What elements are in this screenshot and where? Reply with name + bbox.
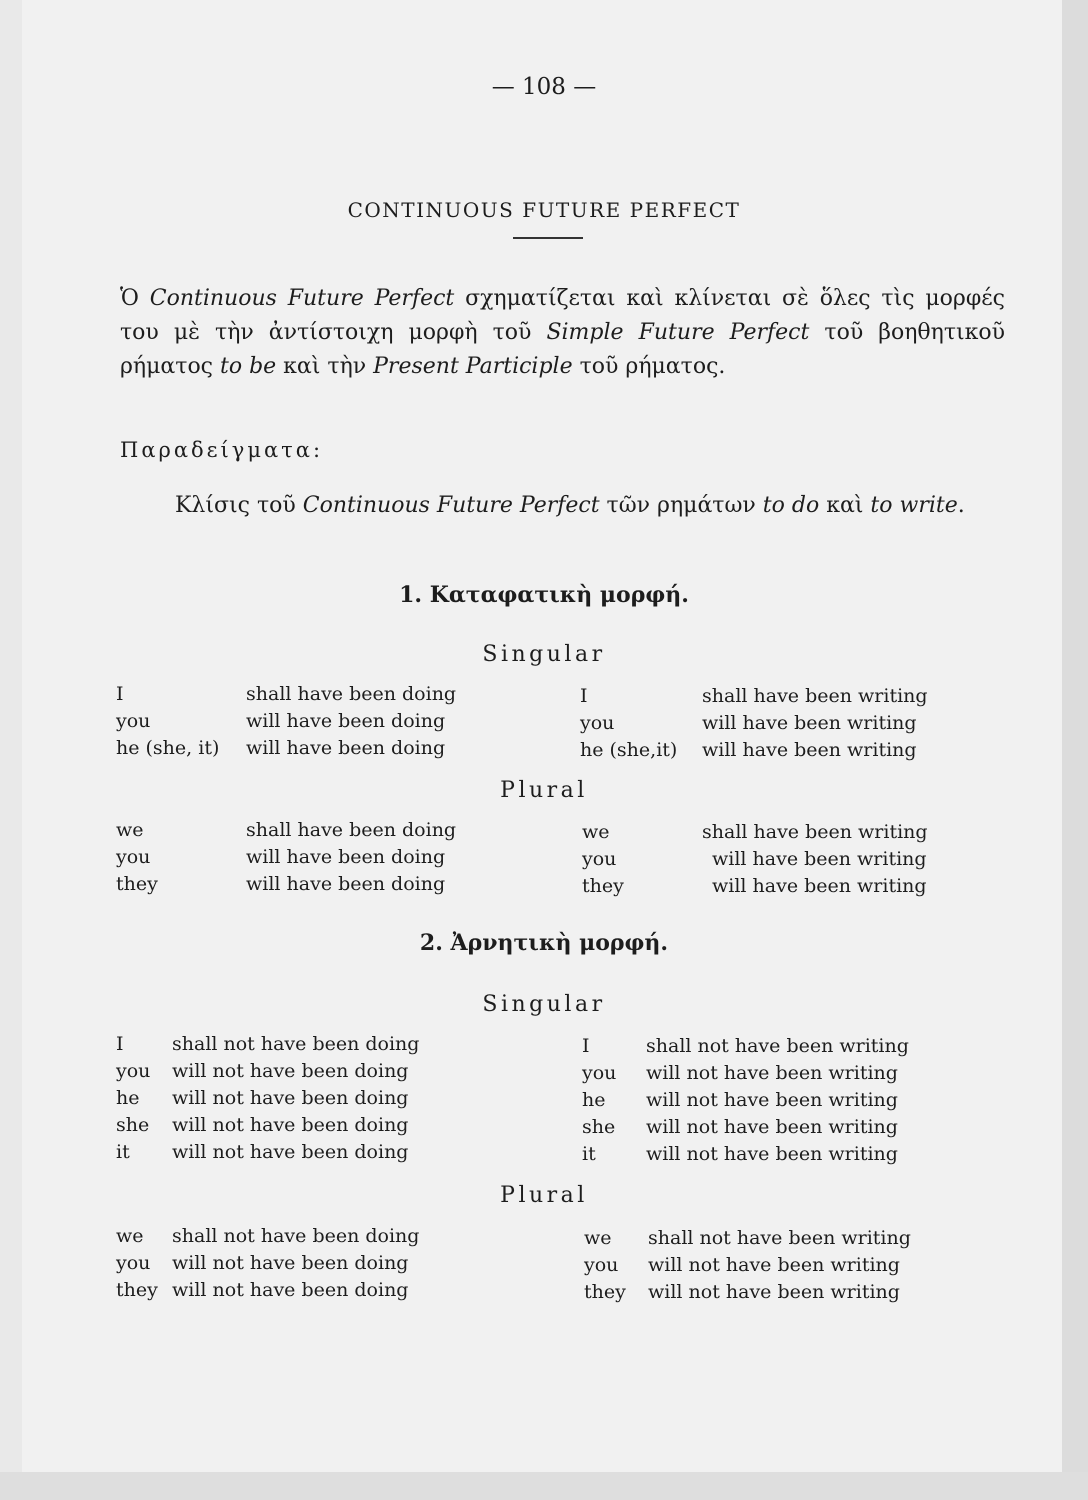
subject: they <box>116 1279 158 1301</box>
conjugation-row <box>116 737 456 764</box>
verb-phrase: shall not have been writing <box>646 1035 909 1057</box>
conjugation-intro <box>120 489 1005 523</box>
conjugation-row <box>116 1225 419 1252</box>
subject: I <box>116 683 124 705</box>
conjugation-row <box>116 1252 419 1279</box>
conjugation-row <box>584 1254 911 1281</box>
subject: you <box>580 712 615 734</box>
conjugation-row <box>582 875 928 902</box>
conjugation-left <box>116 1033 419 1168</box>
subject: she <box>116 1114 150 1136</box>
conjugation-row <box>582 1116 909 1143</box>
conjugation-row <box>582 1035 909 1062</box>
conjugation-left <box>116 1225 419 1306</box>
subject: it <box>116 1141 130 1163</box>
affirmative-heading: 1. Καταφατικὴ μορφή. <box>399 582 689 608</box>
conjugation-row <box>584 1281 911 1308</box>
conjugation-row <box>582 1143 909 1170</box>
examples-label: Παραδείγματα: <box>120 438 324 462</box>
conjugation-row <box>116 1279 419 1306</box>
conjugation-row <box>580 712 928 739</box>
page-edge-right <box>1062 0 1088 1500</box>
klisis-term-2: to do <box>762 493 820 518</box>
subject: they <box>582 875 624 897</box>
subject: he (she,it) <box>580 739 678 761</box>
subject: I <box>582 1035 590 1057</box>
title-underline <box>513 237 583 239</box>
subject: we <box>582 821 610 843</box>
conjugation-row <box>580 739 928 766</box>
conjugation-row <box>116 710 456 737</box>
subject: we <box>116 819 144 841</box>
intro-term-3: to be <box>220 354 277 379</box>
subject: he <box>582 1089 606 1111</box>
intro-text-5: τοῦ ρήματος. <box>572 354 726 379</box>
conjugation-row <box>116 873 456 900</box>
conjugation-row <box>116 846 456 873</box>
verb-phrase: will not have been writing <box>646 1143 898 1165</box>
subject: he <box>116 1087 140 1109</box>
verb-phrase: shall not have been writing <box>648 1227 911 1249</box>
subject: she <box>582 1116 616 1138</box>
verb-phrase: shall have been doing <box>246 683 457 705</box>
conjugation-row <box>584 1227 911 1254</box>
verb-phrase: shall have been writing <box>702 685 928 707</box>
subject: it <box>582 1143 596 1165</box>
conjugation-row <box>116 1060 419 1087</box>
intro-paragraph <box>120 282 1005 384</box>
negative-heading: 2. Ἀρνητικὴ μορφή. <box>419 930 669 956</box>
conjugation-row <box>580 685 928 712</box>
klisis-term-1: Continuous Future Perfect <box>302 493 600 518</box>
subject: I <box>580 685 588 707</box>
verb-phrase: will have been writing <box>712 875 927 897</box>
verb-phrase: shall have been writing <box>702 821 928 843</box>
conjugation-row <box>116 683 456 710</box>
verb-phrase: will not have been doing <box>172 1141 409 1163</box>
subject: we <box>584 1227 612 1249</box>
verb-phrase: will not have been doing <box>172 1087 409 1109</box>
page-edge-bottom <box>0 1472 1088 1500</box>
subject: we <box>116 1225 144 1247</box>
conjugation-row <box>116 1114 419 1141</box>
section-title: CONTINUOUS FUTURE PERFECT <box>347 198 741 222</box>
verb-phrase: will not have been writing <box>646 1089 898 1111</box>
conjugation-right <box>582 821 928 902</box>
page-number: — 108 — <box>491 74 597 100</box>
conjugation-right <box>584 1227 911 1308</box>
verb-phrase: will not have been writing <box>646 1062 898 1084</box>
klisis-text-4: . <box>957 493 965 518</box>
verb-phrase: shall have been doing <box>246 819 457 841</box>
verb-phrase: will have been doing <box>246 873 446 895</box>
conjugation-right <box>580 685 928 766</box>
conjugation-left <box>116 683 456 764</box>
conjugation-row <box>116 1141 419 1168</box>
verb-phrase: shall not have been doing <box>172 1225 420 1247</box>
verb-phrase: will not have been writing <box>648 1254 900 1276</box>
conjugation-row <box>582 1062 909 1089</box>
verb-phrase: will have been doing <box>246 710 446 732</box>
conjugation-right <box>582 1035 909 1170</box>
klisis-text-3: καὶ <box>819 493 871 518</box>
verb-phrase: will not have been doing <box>172 1252 409 1274</box>
plural-label: Plural <box>500 778 588 803</box>
conjugation-row <box>582 848 928 875</box>
verb-phrase: will have been writing <box>712 848 927 870</box>
singular-label: Singular <box>482 992 606 1017</box>
subject: I <box>116 1033 124 1055</box>
conjugation-row <box>116 1033 419 1060</box>
conjugation-row <box>582 821 928 848</box>
verb-phrase: will not have been doing <box>172 1060 409 1082</box>
verb-phrase: will not have been doing <box>172 1279 409 1301</box>
subject: he (she, it) <box>116 737 220 759</box>
intro-term-2: Simple Future Perfect <box>546 320 810 345</box>
subject: you <box>116 1060 151 1082</box>
subject: you <box>582 848 617 870</box>
verb-phrase: will have been writing <box>702 712 917 734</box>
conjugation-row <box>582 1089 909 1116</box>
subject: you <box>116 846 151 868</box>
verb-phrase: will not have been doing <box>172 1114 409 1136</box>
subject: they <box>116 873 158 895</box>
klisis-term-3: to write <box>870 493 958 518</box>
intro-term-4: Present Participle <box>373 354 573 379</box>
intro-text-3: τοῦ βοηθητικοῦ ρήματος <box>120 320 1005 379</box>
verb-phrase: will have been doing <box>246 846 446 868</box>
intro-text-4: καὶ τὴν <box>276 354 374 379</box>
subject: you <box>116 1252 151 1274</box>
verb-phrase: will not have been writing <box>648 1281 900 1303</box>
intro-text-1: Ὁ <box>120 286 150 311</box>
subject: you <box>582 1062 617 1084</box>
conjugation-row <box>116 819 456 846</box>
conjugation-left <box>116 819 456 900</box>
verb-phrase: will have been doing <box>246 737 446 759</box>
intro-text-2: σχηματίζεται καὶ κλίνεται σὲ ὅλες τὶς μορφές του μὲ τὴν ἀντίστοιχη μορφὴ τοῦ <box>120 286 1005 345</box>
verb-phrase: shall not have been doing <box>172 1033 420 1055</box>
subject: you <box>116 710 151 732</box>
plural-label: Plural <box>500 1183 588 1208</box>
klisis-text-2: τῶν ρημάτων <box>599 493 763 518</box>
conjugation-row <box>116 1087 419 1114</box>
subject: they <box>584 1281 626 1303</box>
intro-term-1: Continuous Future Perfect <box>149 286 455 311</box>
verb-phrase: will not have been writing <box>646 1116 898 1138</box>
singular-label: Singular <box>482 642 606 667</box>
verb-phrase: will have been writing <box>702 739 917 761</box>
klisis-text-1: Κλίσις τοῦ <box>175 493 303 518</box>
subject: you <box>584 1254 619 1276</box>
